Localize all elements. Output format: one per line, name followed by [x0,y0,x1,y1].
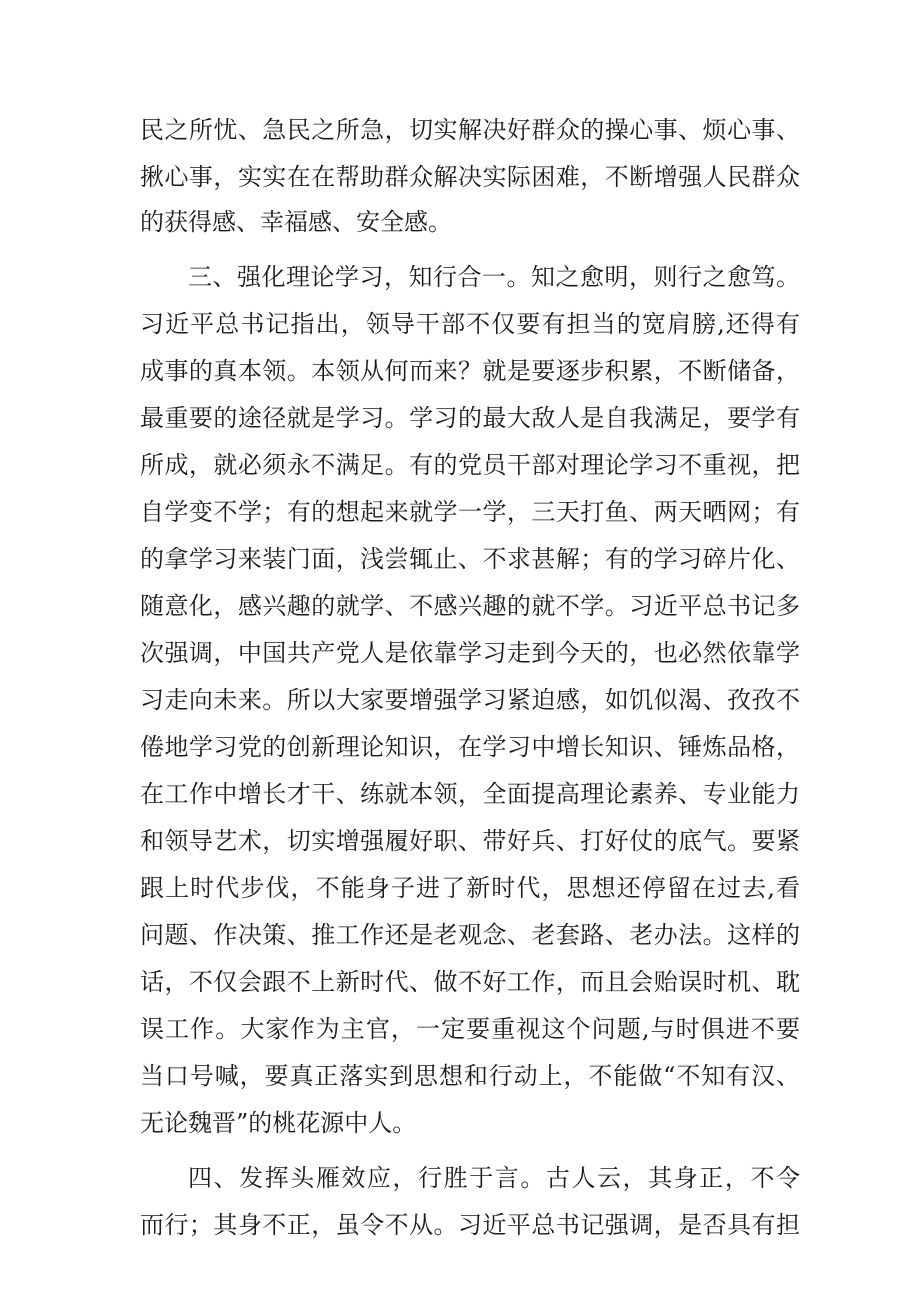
paragraph-2-line-8: 随意化，感兴趣的就学、不感兴趣的就不学。习近平总书记多 [140,592,800,620]
paragraph-3-line-1: 四、发挥头雁效应，行胜于言。古人云，其身正，不令 [188,1164,800,1192]
paragraph-1-line-2: 揪心事，实实在在帮助群众解决实际困难，不断增强人民群众 [140,163,800,191]
paragraph-1-line-3: 的获得感、幸福感、安全感。 [140,208,452,236]
paragraph-2-line-17: 误工作。大家作为主官，一定要重视这个问题,与时俱进不要 [140,1015,800,1043]
paragraph-2-line-14: 跟上时代步伐，不能身子进了新时代，思想还停留在过去,看 [140,874,800,902]
paragraph-3-line-2: 而行；其身不正，虽令不从。习近平总书记强调，是否具有担 [140,1211,800,1239]
paragraph-2-line-12: 在工作中增长才干、练就本领，全面提高理论素养、专业能力 [140,780,800,808]
paragraph-2-line-1: 三、强化理论学习，知行合一。知之愈明，则行之愈笃。 [188,263,800,291]
paragraph-2-line-7: 的拿学习来装门面，浅尝辄止、不求甚解；有的学习碎片化、 [140,545,800,573]
paragraph-2-line-15: 问题、作决策、推工作还是老观念、老套路、老办法。这样的 [140,921,800,949]
paragraph-2-line-4: 最重要的途径就是学习。学习的最大敌人是自我满足，要学有 [140,404,800,432]
paragraph-2-line-19: 无论魏晋”的桃花源中人。 [140,1109,417,1137]
paragraph-2-line-13: 和领导艺术，切实增强履好职、带好兵、打好仗的底气。要紧 [140,827,800,855]
paragraph-2-line-2: 习近平总书记指出，领导干部不仅要有担当的宽肩膀,还得有 [140,310,800,338]
paragraph-2-line-16: 话，不仅会跟不上新时代、做不好工作，而且会贻误时机、耽 [140,968,800,996]
paragraph-2-line-3: 成事的真本领。本领从何而来？就是要逐步积累，不断储备， [140,357,800,385]
paragraph-2-line-11: 倦地学习党的创新理论知识，在学习中增长知识、锤炼品格， [140,733,800,761]
paragraph-2-line-10: 习走向未来。所以大家要增强学习紧迫感，如饥似渴、孜孜不 [140,686,800,714]
paragraph-2-line-5: 所成，就必须永不满足。有的党员干部对理论学习不重视，把 [140,451,800,479]
paragraph-2-line-9: 次强调，中国共产党人是依靠学习走到今天的，也必然依靠学 [140,639,800,667]
paragraph-2-line-18: 当口号喊，要真正落实到思想和行动上，不能做“不知有汉、 [140,1062,800,1090]
paragraph-2-line-6: 自学变不学；有的想起来就学一学，三天打鱼、两天晒网；有 [140,498,800,526]
paragraph-1-line-1: 民之所忧、急民之所急，切实解决好群众的操心事、烦心事、 [140,116,800,144]
